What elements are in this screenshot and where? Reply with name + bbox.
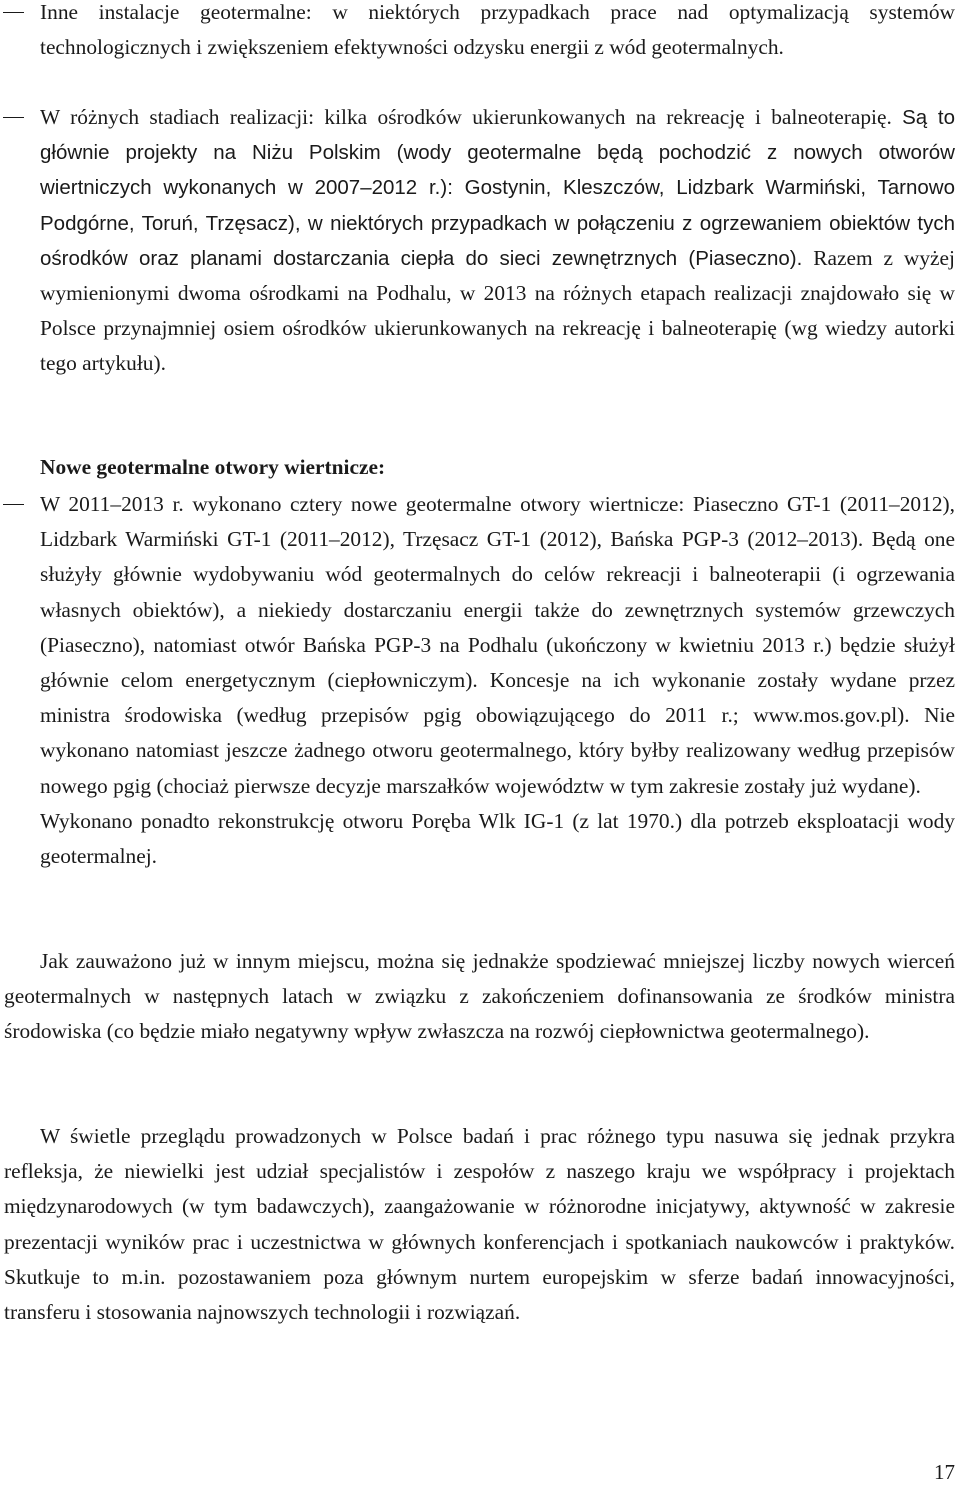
dash-bullet-icon (3, 117, 24, 118)
paragraph-drilling-outlook (4, 944, 955, 1050)
bullet-text-sans: Są to głównie projekty na Niżu Polskim (wody geotermalne będą pochodzić z nowych otworów wiertniczych wykonanych w 2007–2012 r.): Gostynin, Kleszczów, Lidzbark Warmiński, Tarnowo Podgórne, Toruń, Trzęsacz), w niektórych przypadkach w połączeniu z ogrzewaniem obiektów tych ośrodków oraz planami dostarczania ciepła do sieci zewnętrznych (Piaseczno). (40, 106, 955, 270)
bullet-text (40, 100, 955, 382)
bullet-text-part-a: W różnych stadiach realizacji: kilka ośrodków ukierunkowanych na rekreację i balneoterapię. (40, 105, 892, 129)
bullet-text: Inne instalacje geotermalne: w niektórych przypadkach prace nad optymalizacją systemów technologicznych i zwiększeniem efektywności odzysku energii z wód geotermalnych. (40, 0, 955, 60)
paragraph-text: Jak zauważono już w innym miejscu, można się jednakże spodziewać mniejszej liczby nowych wierceń geotermalnych w następnych latach w związku z zakończeniem dofinansowania ze środków ministra środowiska (co będzie miało negatywny wpływ zwłaszcza na rozwój ciepłownictwa geotermalnego). (4, 949, 955, 1044)
dash-bullet-icon (3, 504, 24, 505)
bullet-item-other-installations (40, 0, 955, 65)
page-number: 17 (934, 1460, 955, 1484)
dash-bullet-icon (3, 12, 24, 13)
bullet-text-part-b: Razem z wyżej wymienionymi dwoma ośrodkami na Podhalu, w 2013 na różnych etapach realizacji znajdowało się w Polsce przynajmniej osiem ośrodków ukierunkowanych na rekreację i balneoterapię (wg wiedzy autorki tego artykułu). (40, 245, 955, 376)
paragraph-reflection (4, 1119, 955, 1330)
bullet-item-stages (40, 100, 955, 382)
bullet-item-new-boreholes (40, 487, 955, 874)
paragraph-text: W świetle przeglądu prowadzonych w Polsce badań i prac różnego typu nasuwa się jednak przykra refleksja, że niewielki jest udział specjalistów i zespołów z naszego kraju we współpracy i projektach międzynarodowych (w tym badawczych), zaangażowanie w różnorodne inicjatywy, aktywność w zakresie prezentacji wyników prac i uczestnictwa w głównych konferencjach i spotkaniach naukowców i praktyków. Skutkuje to m.in. pozostawaniem poza głównym nurtem europejskim w sferze badań innowacyjności, transferu i stosowania najnowszych technologii i rozwiązań. (4, 1124, 955, 1325)
section-heading: Nowe geotermalne otwory wiertnicze: (40, 455, 386, 479)
bullet-text-continuation: Wykonano ponadto rekonstrukcję otworu Poręba Wlk IG-1 (z lat 1970.) dla potrzeb eksploatacji wody geotermalnej. (40, 808, 955, 869)
bullet-text: W 2011–2013 r. wykonano cztery nowe geotermalne otwory wiertnicze: Piaseczno GT-1 (2011–2012), Lidzbark Warmiński GT-1 (2011–2012), Trzęsacz GT-1 (2012), Bańska PGP-3 (2012–2013). Będą one służyły głównie wydobywaniu wód geotermalnych do celów rekreacji i balneoterapii (i ogrzewania własnych obiektów), a niekiedy dostarczaniu energii także do zewnętrznych systemów grzewczych (Piaseczno), natomiast otwór Bańska PGP-3 na Podhalu (ukończony w kwietniu 2013 r.) będzie służył głównie celom energetycznym (ciepłowniczym). Koncesje na ich wykonanie zostały wydane przez ministra środowiska (według przepisów pgig obowiązującego do 2011 r.; www.mos.gov.pl). Nie wykonano natomiast jeszcze żadnego otworu geotermalnego, który byłby realizowany według przepisów nowego pgig (chociaż pierwsze decyzje marszałków województw w tym zakresie zostały już wydane). (40, 492, 955, 798)
